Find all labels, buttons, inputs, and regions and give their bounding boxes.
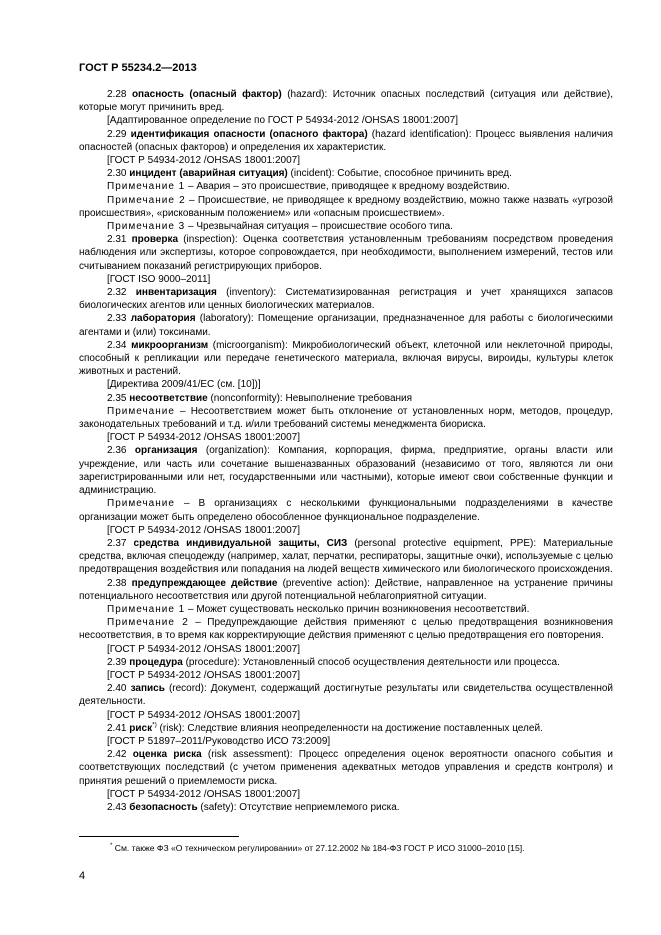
note-text: – Происшествие, не приводящее к вредному воздействию, можно также назвать «угрозой происшествия», «рискованным положением» или «опасным происшествием».	[79, 194, 613, 219]
footnote-mark: *	[110, 843, 113, 850]
term-definition: (hazard): Источник опасных последствий (ситуация или действие), которые могут причинить вред.	[79, 89, 613, 114]
footnote-ref: *)	[152, 721, 157, 729]
note-text: – Предупреждающие действия применяют с целью предотвращения возникновения несоответствия, в то время как корректирующие действия применяют с целью предотвращения его повторения.	[79, 617, 613, 642]
term-entry	[79, 537, 613, 577]
reference	[79, 669, 613, 682]
reference-text: [ГОСТ Р 54934-2012 /OHSAS 18001:2007]	[107, 709, 300, 721]
note-text: – Несоответствием может быть отклонение от установленных норм, методов, процедур, законодательных требований и т.д. и/или требований системы менеджмента биориска.	[79, 405, 613, 431]
reference	[79, 378, 613, 391]
term-number: 2.32	[107, 287, 127, 299]
term-name: предупреждающее действие	[131, 577, 278, 589]
note-text: – В организациях с несколькими функциональными подразделениями в качестве организации может быть определено обособленное функциональное подразделение.	[79, 498, 613, 523]
note	[79, 616, 613, 642]
reference	[79, 154, 613, 167]
document-header: ГОСТ Р 55234.2—2013	[79, 62, 197, 74]
term-definition: (inspection): Оценка соответствия установленным требованиям посредством проведения наблюдения или экспертизы, которое сопровождается, при необходимости, выполнением измерений, тестов или считыванием показаний регистрирующих приборов.	[79, 234, 613, 272]
term-definition: (incident): Событие, способное причинить вред.	[287, 168, 512, 180]
term-definition: (hazard identification): Процесс выявления наличия опасностей (опасных факторов) и определения их характеристик.	[79, 128, 614, 153]
reference	[79, 788, 613, 801]
term-number: 2.29	[107, 128, 127, 140]
term-name: оценка риска	[132, 749, 202, 761]
term-number: 2.41	[107, 722, 127, 734]
term-definition: (safety): Отсутствие неприемлемого риска.	[197, 801, 400, 813]
note-label: Примечание	[107, 498, 175, 510]
term-number: 2.33	[107, 313, 127, 325]
term-name: инцидент (аварийная ситуация)	[129, 168, 288, 180]
term-number: 2.42	[107, 749, 127, 761]
term-definition: (laboratory): Помещение организации, предназначенное для работы с биологическими агентами и (или) токсинами.	[79, 313, 614, 338]
term-number: 2.28	[107, 89, 127, 100]
reference-text: [Директива 2009/41/ЕС (см. [10])]	[107, 379, 261, 391]
term-definition: (record): Документ, содержащий достигнутые результаты или свидетельства осуществленной деятельности.	[79, 683, 613, 708]
term-name: риск	[129, 722, 153, 734]
note	[79, 603, 613, 616]
term-name: безопасность	[129, 801, 198, 813]
note	[79, 220, 613, 233]
term-number: 2.30	[107, 168, 127, 180]
term-name: организация	[134, 445, 198, 457]
term-entry	[79, 88, 613, 114]
note-label: Примечание 2	[107, 617, 189, 629]
term-name: проверка	[131, 234, 179, 246]
term-number: 2.43	[107, 801, 127, 813]
term-number: 2.39	[107, 656, 127, 668]
reference-text: [ГОСТ Р 54934-2012 /OHSAS 18001:2007]	[107, 155, 300, 167]
term-entry	[79, 392, 613, 405]
note-label: Примечание 2	[107, 194, 186, 206]
reference-text: [ГОСТ Р 51897–2011/Руководство ИСО 73:2009]	[107, 735, 331, 747]
term-definition: (nonconformity): Невыполнение требования	[207, 392, 413, 404]
term-number: 2.37	[107, 537, 127, 549]
term-name: процедура	[129, 656, 183, 668]
term-definition: (organization): Компания, корпорация, фирма, предприятие, органы власти или учреждение, или часть или сочетание вышеназванных образований (независимо от того, являются ли они зарегистрированными или нет, государственными или частными), которые имеют свои собственные функции и администрацию.	[79, 445, 613, 497]
term-name: микроорганизм	[131, 339, 209, 351]
note	[79, 180, 613, 193]
reference-text: [ГОСТ Р 54934-2012 /OHSAS 18001:2007]	[107, 432, 300, 444]
note	[79, 405, 613, 431]
term-number: 2.31	[107, 234, 127, 246]
reference	[79, 524, 613, 537]
reference	[79, 273, 613, 286]
term-number: 2.35	[107, 392, 127, 404]
term-name: опасность (опасный фактор)	[131, 89, 282, 100]
term-entry	[79, 444, 613, 497]
reference	[79, 114, 613, 127]
term-definition: (procedure): Установленный способ осуществления деятельности или процесса.	[182, 656, 560, 668]
term-definition: (risk): Следствие влияния неопределенности на достижение поставленных целей.	[156, 722, 543, 734]
footnote-text: См. также ФЗ «О техническом регулировании» от 27.12.2002 № 184-ФЗ ГОСТ Р ИСО 31000–2010 [15].	[112, 843, 525, 853]
term-entry	[79, 128, 613, 154]
note	[79, 497, 613, 523]
page-number: 4	[79, 870, 86, 882]
reference-text: [ГОСТ Р 54934-2012 /OHSAS 18001:2007]	[107, 524, 300, 536]
note-text: – Может существовать несколько причин возникновения несоответствий.	[185, 603, 530, 615]
term-definition: (risk assessment): Процесс определения оценок вероятности опасного события и соответствующих последствий (с учетом применения адекватных методов управления и средств контроля) и принятия решений о приемлемости риска.	[79, 749, 614, 787]
reference-text: [ГОСТ ISO 9000–2011]	[107, 273, 211, 285]
reference-text: [ГОСТ Р 54934-2012 /OHSAS 18001:2007]	[107, 788, 300, 800]
note-text: – Чрезвычайная ситуация – происшествие особого типа.	[185, 221, 453, 233]
term-entry	[79, 748, 613, 788]
term-entry	[79, 656, 613, 669]
reference	[79, 735, 613, 748]
term-entry	[79, 682, 613, 708]
term-entry	[79, 801, 613, 814]
note-label: Примечание 1	[107, 603, 186, 615]
footnote	[110, 843, 525, 853]
term-entry	[79, 339, 613, 379]
reference	[79, 709, 613, 722]
term-number: 2.40	[107, 683, 127, 695]
note-label: Примечание 1	[107, 181, 186, 193]
term-number: 2.38	[107, 577, 127, 589]
reference	[79, 431, 613, 444]
term-name: лаборатория	[130, 313, 196, 325]
term-number: 2.34	[107, 339, 127, 351]
note-label: Примечание	[107, 405, 175, 417]
reference-text: [Адаптированное определение по ГОСТ Р 54934-2012 /OHSAS 18001:2007]	[107, 115, 458, 127]
term-entry	[79, 312, 613, 338]
term-entry	[79, 577, 613, 603]
term-entry	[79, 722, 613, 735]
term-name: запись	[130, 683, 165, 695]
reference-text: [ГОСТ Р 54934-2012 /OHSAS 18001:2007]	[107, 643, 300, 655]
term-name: инвентаризация	[135, 287, 217, 299]
document-body	[79, 88, 613, 814]
term-name: средства индивидуальной защиты, СИЗ	[133, 537, 348, 549]
note-text: – Авария – это происшествие, приводящее к вредному воздействию.	[185, 181, 510, 193]
term-number: 2.36	[107, 445, 127, 457]
term-definition: (microorganism): Микробиологический объект, клеточной или неклеточной природы, способный к репликации или передаче генетического материала, включая вирусы, вироиды, культуры клеток животных и растений.	[79, 339, 614, 378]
term-definition: (inventory): Систематизированная регистрация и учет хранящихся запасов биологических агентов или ценных биологических материалов.	[79, 287, 613, 312]
term-name: несоответствие	[129, 392, 208, 404]
footnote-separator	[79, 836, 239, 837]
term-definition: (preventive action): Действие, направленное на устранение причины потенциального несоответствия или другой потенциальной неблагоприятной ситуации.	[79, 577, 613, 602]
reference	[79, 643, 613, 656]
term-entry	[79, 286, 613, 312]
reference-text: [ГОСТ Р 54934-2012 /OHSAS 18001:2007]	[107, 669, 300, 681]
note-label: Примечание 3	[107, 221, 186, 233]
term-entry	[79, 167, 613, 180]
term-definition: (personal protective equipment, PPE): Материальные средства, включая спецодежду (например, халат, перчатки, респираторы, защитные очки), используемые с целью предотвращения воздействия или попадания на людей веществ химического или биологического происхождения.	[79, 537, 614, 576]
note	[79, 194, 613, 220]
term-entry	[79, 233, 613, 273]
term-name: идентификация опасности (опасного фактора)	[130, 128, 368, 140]
